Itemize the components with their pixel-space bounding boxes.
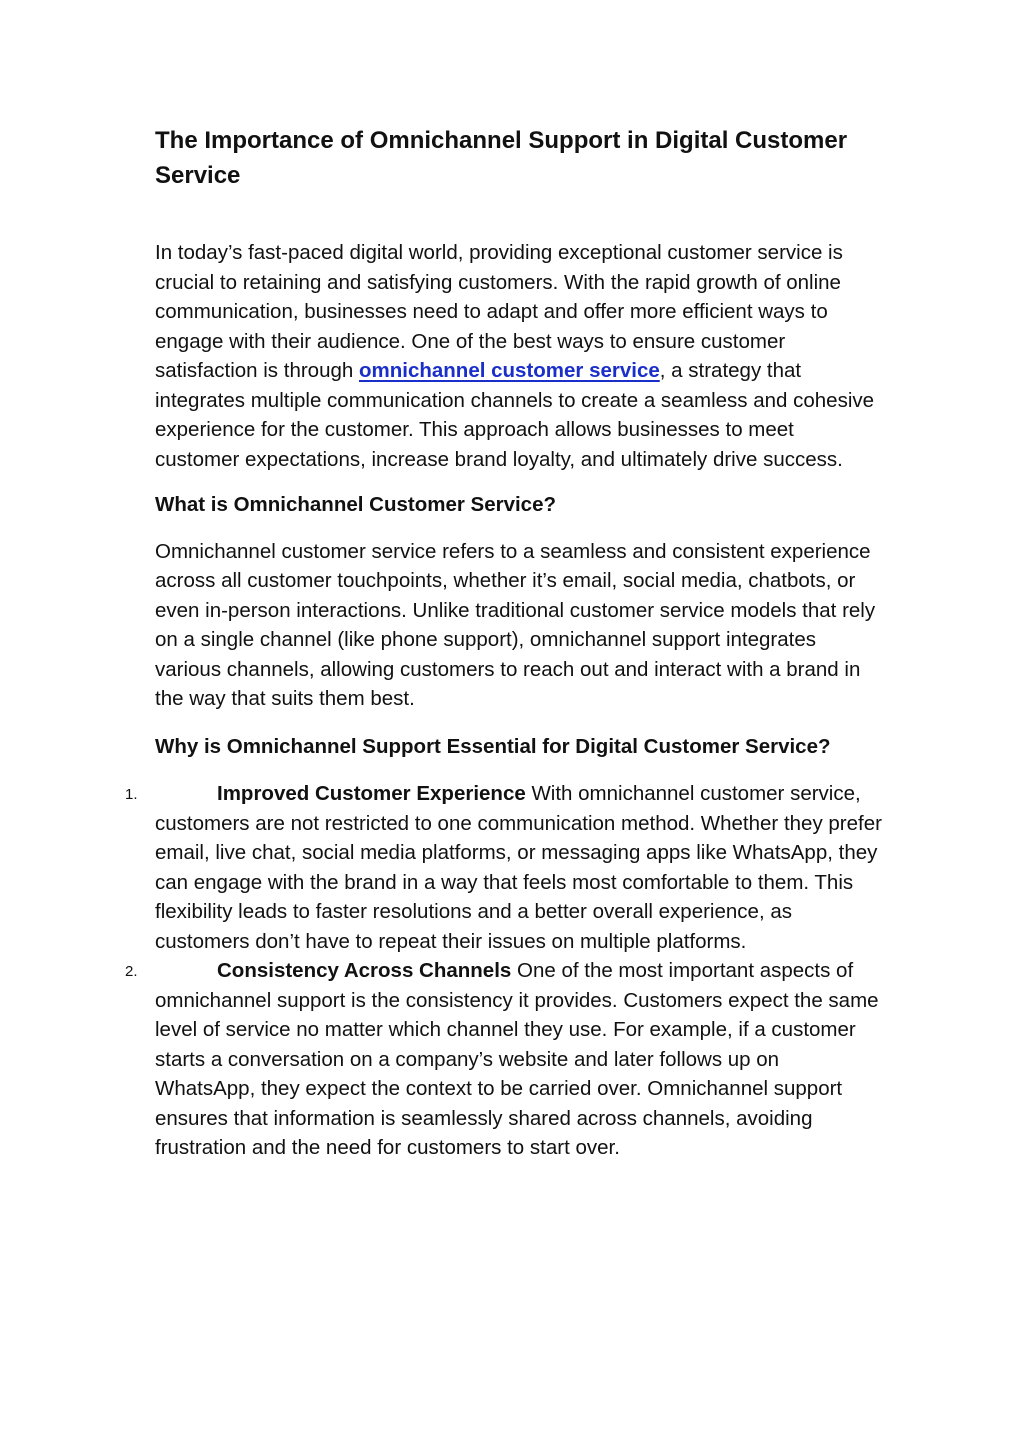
- section-heading-what-is: What is Omnichannel Customer Service?: [155, 493, 556, 516]
- list-item-paragraph: [155, 779, 883, 956]
- list-item-text: One of the most important aspects of omnichannel support is the consistency it provides. Customers expect the same level of service no matter which channel they use. For example, if a customer starts a conversation on a company’s website and later follows up on WhatsApp, they expect the context to be carried over. Omnichannel support ensures that information is seamlessly shared across channels, avoiding frustration and the need for customers to start over.: [155, 959, 879, 1159]
- omnichannel-customer-service-link[interactable]: omnichannel customer service: [358, 359, 660, 382]
- document-title: The Importance of Omnichannel Support in Digital Customer Service: [155, 127, 848, 189]
- list-number: 2.: [125, 963, 138, 980]
- intro-text-before-link: In today’s fast-paced digital world, providing exceptional customer service is crucial to retaining and satisfying customers. With the rapid growth of online communication, businesses need to adapt and offer more efficient ways to engage with their audience. One of the best ways to ensure customer satisfaction is through: [155, 241, 843, 382]
- list-item-paragraph: [155, 956, 883, 1163]
- list-item: [125, 956, 883, 1163]
- list-item-title: Improved Customer Experience: [217, 782, 526, 805]
- list-item-title: Consistency Across Channels: [217, 959, 512, 982]
- list-item: [125, 779, 883, 956]
- section-heading-why-essential: Why is Omnichannel Support Essential for Digital Customer Service?: [155, 734, 831, 758]
- list-number: 1.: [125, 786, 138, 803]
- document-body: [125, 123, 883, 1163]
- intro-text-after-link: , a strategy that integrates multiple communication channels to create a seamless and cohesive experience for the customer. This approach allows businesses to meet customer expectations, increase brand loyalty, and ultimately drive success.: [155, 359, 875, 471]
- section-body-what-is: Omnichannel customer service refers to a seamless and consistent experience across all customer touchpoints, whether it’s email, social media, chatbots, or even in-person interactions. Unlike traditional customer service models that rely on a single channel (like phone support), omnichannel support integrates various channels, allowing customers to reach out and interact with a brand in the way that suits them best.: [155, 539, 876, 710]
- intro-paragraph: [155, 238, 883, 474]
- numbered-list: [125, 779, 883, 1163]
- list-item-text: With omnichannel customer service, customers are not restricted to one communication method. Whether they prefer email, live chat, social media platforms, or messaging apps like WhatsApp, they can engage with the brand in a way that feels most comfortable to them. This flexibility leads to faster resolutions and a better overall experience, as customers don’t have to repeat their issues on multiple platforms.: [155, 782, 882, 953]
